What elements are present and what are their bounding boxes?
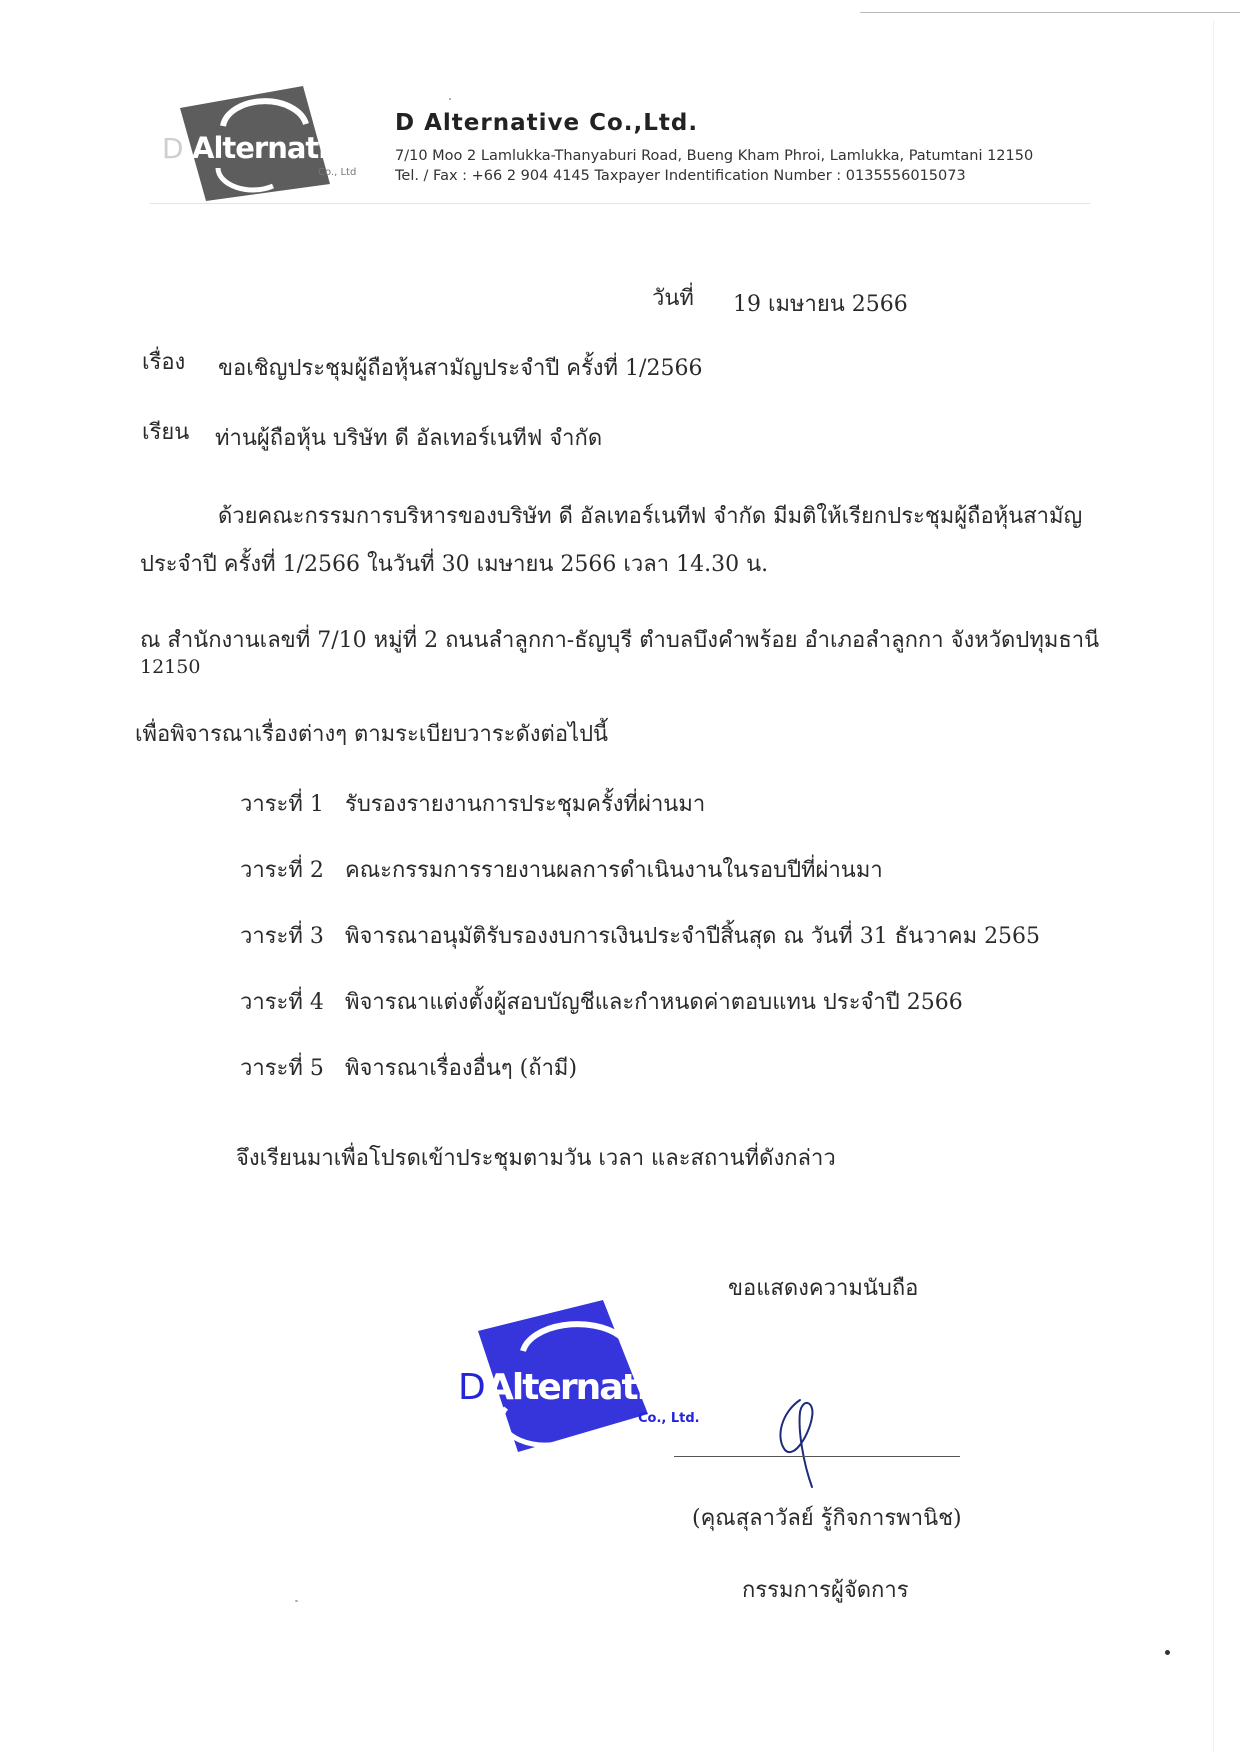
company-contact: Tel. / Fax : +66 2 904 4145 Taxpayer Indentification Number : 0135556015073 xyxy=(395,168,966,184)
agenda-item-text: พิจารณาอนุมัติรับรองงบการเงินประจำปีสิ้นสุด ณ วันที่ 31 ธันวาคม 2565 xyxy=(345,924,1041,949)
agenda-intro: เพื่อพิจารณาเรื่องต่างๆ ตามระเบียบวาระดังต่อไปนี้ xyxy=(135,722,609,747)
signature-icon xyxy=(770,1392,840,1492)
agenda-item xyxy=(240,1050,577,1085)
date-value: 19 เมษายน 2566 xyxy=(733,292,908,317)
scan-speck xyxy=(295,1600,298,1602)
signature-line xyxy=(674,1456,960,1457)
signer-name: (คุณสุลาวัลย์ รู้กิจการพานิช) xyxy=(692,1506,962,1531)
company-name: D Alternative Co.,Ltd. xyxy=(395,110,699,136)
scan-edge-line xyxy=(860,12,1240,13)
agenda-item-text: รับรองรายงานการประชุมครั้งที่ผ่านมา xyxy=(345,792,706,817)
body-paragraph-line: ด้วยคณะกรรมการบริหารของบริษัท ดี อัลเทอร์เนทีฟ จำกัด มีมติให้เรียกประชุมผู้ถือหุ้นสามัญ xyxy=(218,504,1083,529)
stamp-word: Alternative xyxy=(486,1367,691,1408)
date-label: วันที่ xyxy=(652,286,694,311)
scan-edge-shadow xyxy=(1213,20,1214,1753)
subject-text: ขอเชิญประชุมผู้ถือหุ้นสามัญประจำปี ครั้งที่ 1/2566 xyxy=(218,356,703,381)
regards-text: ขอแสดงความนับถือ xyxy=(728,1276,919,1301)
agenda-item xyxy=(240,984,963,1019)
agenda-item-label: วาระที่ 2 xyxy=(240,858,324,883)
recipient-text: ท่านผู้ถือหุ้น บริษัท ดี อัลเทอร์เนทีฟ จำกัด xyxy=(215,426,603,451)
subject-label: เรื่อง xyxy=(142,350,186,375)
agenda-item-text: พิจารณาแต่งตั้งผู้สอบบัญชีและกำหนดค่าตอบแทน ประจำปี 2566 xyxy=(345,990,963,1015)
closing-sentence: จึงเรียนมาเพื่อโปรดเข้าประชุมตามวัน เวลา และสถานที่ดังกล่าว xyxy=(236,1146,836,1171)
agenda-item xyxy=(240,918,1040,953)
logo-letter: D xyxy=(162,132,184,165)
alternative-logo-icon xyxy=(162,86,378,201)
signer-title: กรรมการผู้จัดการ xyxy=(742,1578,909,1603)
stamp-letter: D xyxy=(458,1367,486,1408)
body-paragraph-line: ประจำปี ครั้งที่ 1/2566 ในวันที่ 30 เมษายน 2566 เวลา 14.30 น. xyxy=(140,552,769,577)
logo-word: Alternative xyxy=(192,131,364,165)
company-address: 7/10 Moo 2 Lamlukka-Thanyaburi Road, Bueng Kham Phroi, Lamlukka, Patumtani 12150 xyxy=(395,148,1034,164)
header-divider xyxy=(150,203,1090,204)
scan-speck xyxy=(449,98,451,100)
logo-suffix: Co., Ltd xyxy=(318,167,357,178)
agenda-item-text: คณะกรรมการรายงานผลการดำเนินงานในรอบปีที่ผ่านมา xyxy=(345,858,883,883)
venue-line: ณ สำนักงานเลขที่ 7/10 หมู่ที่ 2 ถนนลำลูกกา-ธัญบุรี ตำบลบึงคำพร้อย อำเภอลำลูกกา จังหวัดปทุมธานี xyxy=(140,628,1100,653)
agenda-item-text: พิจารณาเรื่องอื่นๆ (ถ้ามี) xyxy=(345,1056,578,1081)
agenda-item-label: วาระที่ 5 xyxy=(240,1056,324,1081)
agenda-item-label: วาระที่ 4 xyxy=(240,990,324,1015)
stamp-suffix: Co., Ltd. xyxy=(638,1411,700,1426)
scan-speck xyxy=(1165,1650,1170,1655)
agenda-item-label: วาระที่ 1 xyxy=(240,792,324,817)
venue-postcode: 12150 xyxy=(140,656,201,678)
agenda-item xyxy=(240,786,705,821)
agenda-item-label: วาระที่ 3 xyxy=(240,924,324,949)
recipient-label: เรียน xyxy=(142,420,190,445)
company-stamp-icon xyxy=(458,1296,710,1456)
agenda-item xyxy=(240,852,883,887)
